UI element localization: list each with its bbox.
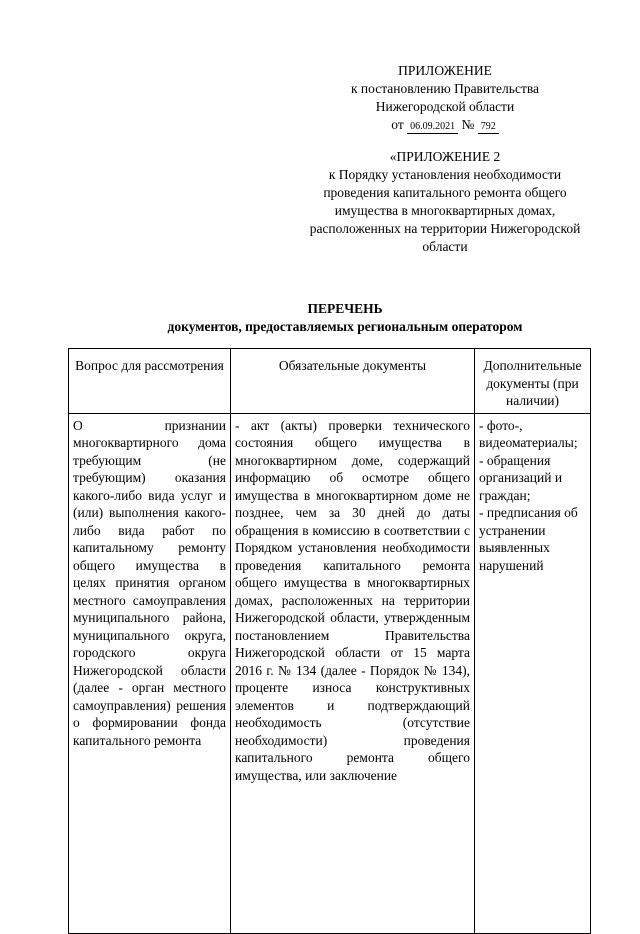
additional-item-1: - фото-, видеоматериалы; [479,417,578,450]
required-documents-cell: - акт (акты) проверки технического состояния общего имущества в многоквартирном доме, содержащий информацию об осмотре общего имущества в многоквартирном доме не позднее, чем за 30 дней до даты обращения в комиссию в соответствии с Порядком установления необходимости проведения капитального ремонта общего имущества в многоквартирных домах, расположенных на территории Нижегородской области, утвержденным постановлением Правительства Нижегородской области от 15 марта 2016 г. № 134 (далее - Порядок № 134), проценте износа конструктивных элементов и подтверждающий необходимость (отсутствие необходимости) проведения капитального ремонта общего имущества, или заключение [231,413,475,933]
documents-table [68,348,591,934]
header-date-line [300,116,590,134]
document-title [60,300,630,336]
approval-header [300,62,590,134]
decree-date: 06.09.2021 [407,121,458,134]
header-line-2: к постановлению Правительства [350,81,540,96]
question-cell: О признании многоквартирного дома требующим (не требующим) оказания какого-либо вида услуг и (или) выполнения какого-либо вида работ по капитальному ремонту общего имущества в целях принятия органом местного самоуправления муниципального района, муниципального округа, городского округа Нижегородской области (далее - орган местного самоуправления) решения о формировании фонда капитального ремонта [69,413,231,933]
title-sub: документов, предоставляемых региональным оператором [167,319,523,334]
table-row [69,413,591,933]
number-prefix: № [461,117,475,132]
column-header-additional: Дополнительные документы (при наличии) [475,349,591,414]
additional-documents-cell [475,413,591,933]
table-header-row [69,349,591,414]
header-line-3: Нижегородской области [375,99,515,114]
date-prefix: от [391,117,404,132]
appendix-header [300,148,590,256]
decree-number: 792 [478,121,499,134]
additional-item-2: - обращения организаций и граждан; [479,452,563,503]
appendix-line-1: «ПРИЛОЖЕНИЕ 2 [389,149,501,164]
additional-item-3: - предписания об устранении выявленных нарушений [479,505,578,573]
column-header-question: Вопрос для рассмотрения [69,349,231,414]
header-line-1: ПРИЛОЖЕНИЕ [398,63,492,78]
title-main: ПЕРЕЧЕНЬ [307,301,383,316]
column-header-required: Обязательные документы [231,349,475,414]
appendix-line-2: к Порядку установления необходимости проведения капитального ремонта общего имущества в многоквартирных домах, расположенных на территории Нижегородской области [309,167,581,254]
